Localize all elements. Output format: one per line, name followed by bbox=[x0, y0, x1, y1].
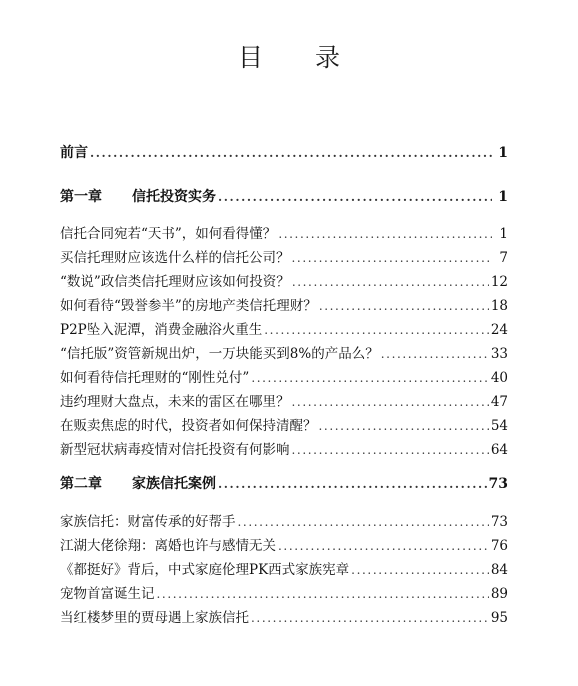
toc-chapter-1[interactable] bbox=[60, 186, 508, 206]
dot-leader bbox=[319, 299, 489, 313]
dot-leader bbox=[90, 146, 492, 160]
toc-entry-page: 18 bbox=[490, 298, 508, 314]
toc-entry-label: 如何看待“毁誉参半”的房地产类信托理财？ bbox=[60, 298, 317, 314]
dot-leader bbox=[278, 539, 489, 553]
toc-entry-page: 64 bbox=[490, 442, 508, 458]
toc-entry-page: 47 bbox=[490, 394, 508, 410]
toc-entry-page: 1 bbox=[499, 226, 508, 242]
toc-entry-label: 当红楼梦里的贾母遇上家族信托 bbox=[60, 610, 249, 626]
chapter-number: 第二章 bbox=[60, 476, 102, 492]
toc-entry[interactable] bbox=[60, 606, 508, 626]
toc-entry[interactable] bbox=[60, 582, 508, 602]
toc-entry-page: 95 bbox=[490, 610, 508, 626]
toc-entry[interactable] bbox=[60, 270, 508, 290]
toc-entry[interactable] bbox=[60, 342, 508, 362]
chapter-title: 信托投资实务 bbox=[132, 189, 216, 205]
toc-entry[interactable] bbox=[60, 534, 508, 554]
toc-entry-page: 73 bbox=[490, 514, 508, 530]
toc-entry[interactable] bbox=[60, 246, 508, 266]
toc-entry-label: 前言 bbox=[60, 145, 88, 161]
toc-entry-label: 违约理财大盘点，未来的雷区在哪里？ bbox=[60, 394, 290, 410]
toc-entry-page: 89 bbox=[490, 586, 508, 602]
toc-entry-page: 84 bbox=[490, 562, 508, 578]
chapter-title: 家族信托案例 bbox=[132, 476, 216, 492]
dot-leader bbox=[278, 227, 492, 241]
page-title: 目 录 bbox=[238, 43, 362, 72]
dot-leader bbox=[292, 443, 489, 457]
toc-entry-page: 7 bbox=[499, 250, 508, 266]
dot-leader bbox=[292, 275, 489, 289]
toc-entry-label: 《都挺好》背后，中式家庭伦理PK西式家族宪章 bbox=[60, 562, 350, 578]
dot-leader bbox=[292, 395, 489, 409]
toc-entry[interactable] bbox=[60, 294, 508, 314]
dot-leader bbox=[218, 190, 492, 204]
toc-entry-label: 如何看待信托理财的“刚性兑付” bbox=[60, 370, 250, 386]
toc-entry[interactable] bbox=[60, 438, 508, 458]
toc-entry-page: 76 bbox=[490, 538, 508, 554]
toc-entry-label: 江湖大佬徐翔：离婚也许与感情无关 bbox=[60, 538, 276, 554]
dot-leader bbox=[157, 587, 489, 601]
toc-entry[interactable] bbox=[60, 390, 508, 410]
dot-leader bbox=[251, 371, 489, 385]
toc-entry-page: 33 bbox=[490, 346, 508, 362]
toc-entry[interactable] bbox=[60, 510, 508, 530]
toc-entry-label: 家族信托：财富传承的好帮手 bbox=[60, 514, 236, 530]
toc-entry[interactable] bbox=[60, 558, 508, 578]
dot-leader bbox=[238, 515, 489, 529]
toc-entry-label: 宠物首富诞生记 bbox=[60, 586, 155, 602]
toc-entry[interactable] bbox=[60, 414, 508, 434]
dot-leader bbox=[264, 323, 489, 337]
toc-entry-page: 40 bbox=[490, 370, 508, 386]
toc-entry-page: 1 bbox=[498, 145, 508, 161]
toc-entry[interactable] bbox=[60, 222, 508, 242]
toc-chapter-heading bbox=[60, 473, 216, 493]
toc-entry-page: 12 bbox=[490, 274, 508, 290]
toc-entry[interactable] bbox=[60, 318, 508, 338]
toc-entry-label: 信托合同宛若“天书”，如何看得懂？ bbox=[60, 226, 277, 242]
toc-entry-preface[interactable] bbox=[60, 142, 508, 162]
toc-entry[interactable] bbox=[60, 366, 508, 386]
toc-chapter-2[interactable] bbox=[60, 473, 508, 493]
dot-leader bbox=[292, 251, 493, 265]
dot-leader bbox=[319, 419, 489, 433]
toc-chapter-heading bbox=[60, 186, 216, 206]
dot-leader bbox=[381, 347, 489, 361]
chapter-number: 第一章 bbox=[60, 189, 102, 205]
dot-leader bbox=[218, 477, 487, 491]
toc-entry-label: “数说”政信类信托理财应该如何投资？ bbox=[60, 274, 290, 290]
toc-entry-page: 24 bbox=[490, 322, 508, 338]
toc-entry-page: 1 bbox=[498, 189, 508, 205]
toc-entry-label: 在贩卖焦虑的时代，投资者如何保持清醒？ bbox=[60, 418, 317, 434]
toc-entry-label: “信托版”资管新规出炉，一万块能买到8%的产品么？ bbox=[60, 346, 379, 362]
toc-entry-label: 买信托理财应该选什么样的信托公司？ bbox=[60, 250, 290, 266]
toc-entry-label: P2P坠入泥潭，消费金融浴火重生 bbox=[60, 322, 263, 338]
toc-entry-page: 54 bbox=[490, 418, 508, 434]
dot-leader bbox=[251, 611, 489, 625]
toc-entry-page: 73 bbox=[488, 476, 508, 492]
toc-entry-label: 新型冠状病毒疫情对信托投资有何影响 bbox=[60, 442, 290, 458]
dot-leader bbox=[351, 563, 489, 577]
